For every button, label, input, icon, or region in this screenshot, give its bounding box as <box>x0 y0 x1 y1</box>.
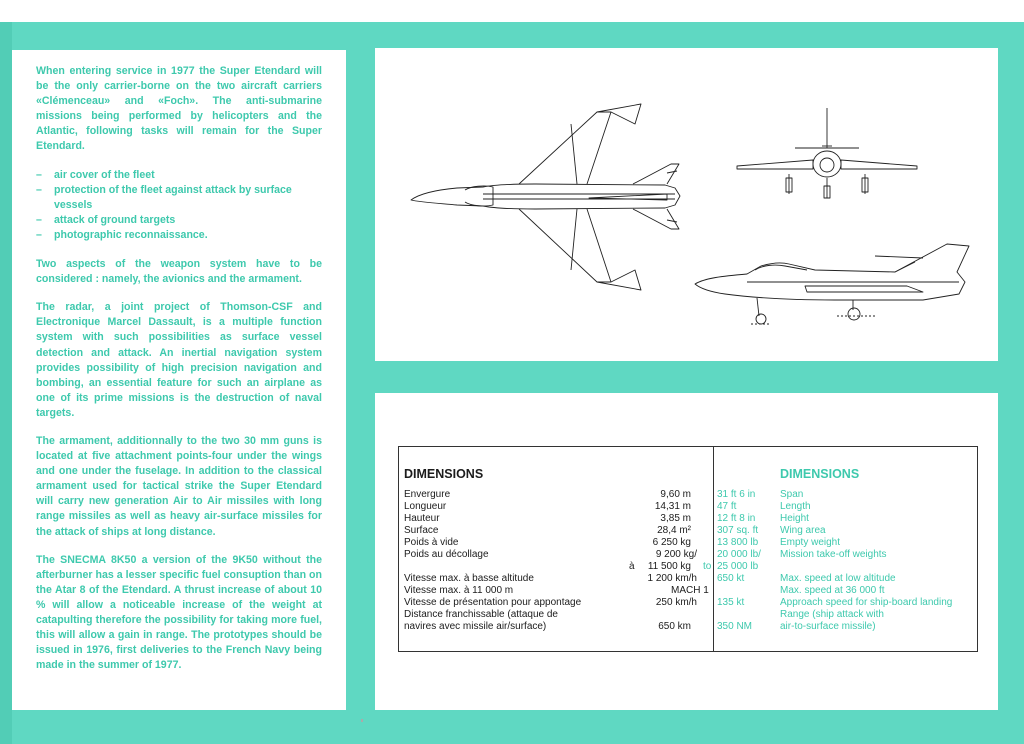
task-list <box>36 168 322 243</box>
task-item: – attack of ground targets <box>36 213 322 228</box>
fr-value-poids-decollage: 9 200 kg/ <box>655 549 697 560</box>
task-item: – air cover of the fleet <box>36 168 322 183</box>
imp-value-takeoff-max: 25 000 lb <box>717 561 759 572</box>
fr-label-poids-vide: Poids à vide <box>404 537 459 548</box>
scan-speck <box>361 719 363 722</box>
fr-value-poids-vide: 6 250 kg <box>652 537 691 548</box>
fr-value-distance: 650 km <box>658 621 691 632</box>
imp-value-span: 31 ft 6 in <box>717 489 756 500</box>
imp-value-length: 47 ft <box>717 501 737 512</box>
fr-label-envergure: Envergure <box>404 489 451 500</box>
en-label-height: Height <box>780 513 809 524</box>
dimensions-title-en: DIMENSIONS <box>780 467 860 481</box>
engine-paragraph: The SNECMA 8K50 a version of the 9K50 without the afterburner has a lesser specific fuel consuption than on the Atar 8 of the Etendard. A thrust increase of about 10 % will allow a noticeable increase of the weight at catapulting therefore the possibility for taking more fuel, this will allow a gain in range. The prototypes should be issued in 1976, first deliveries to the French Navy being made in the summer of 1977. <box>36 553 322 672</box>
imp-value-empty-weight: 13 800 lb <box>717 537 759 548</box>
fr-label-vitesse-appontage: Vitesse de présentation pour appontage <box>404 597 582 608</box>
drawing-panel <box>375 48 998 361</box>
fr-value-poids-max: 11 500 kg <box>647 561 691 572</box>
column-divider <box>713 447 714 651</box>
fr-value-envergure: 9,60 m <box>660 489 691 500</box>
en-label-span: Span <box>780 489 804 500</box>
fr-value-hauteur: 3,85 m <box>660 513 691 524</box>
page-fold <box>0 22 12 744</box>
fr-label-distance-1: Distance franchissable (attaque de <box>404 609 558 620</box>
fr-value-vitesse-appontage: 250 km/h <box>655 597 697 608</box>
fr-value-vitesse-basse: 1 200 km/h <box>647 573 697 584</box>
text-panel <box>12 50 346 710</box>
imp-value-takeoff-weight: 20 000 lb/ <box>717 549 761 560</box>
en-label-wing-area: Wing area <box>780 525 826 536</box>
en-label-range-1: Range (ship attack with <box>780 609 884 620</box>
fr-label-distance-2: navires avec missile air/surface) <box>404 621 547 632</box>
fr-label-longueur: Longueur <box>404 501 447 512</box>
task-item: – photographic reconnaissance. <box>36 228 322 243</box>
en-label-high-speed: Max. speed at 36 000 ft <box>780 585 885 596</box>
front-view-drawing <box>737 108 917 198</box>
fr-value-vitesse-11000: MACH 1 <box>671 585 709 596</box>
radar-paragraph: The radar, a joint project of Thomson-CSF and Electronique Marcel Dassault, is a multiple function system with such possibilities as surface vessel detection and attack. An inertial navigation system provides possibility of high precision navigation and bombing, an essential feature for such an airplane as one of its prime missions is the destruction of naval targets. <box>36 301 322 419</box>
fr-value-surface: 28,4 m² <box>657 525 691 536</box>
task-item: – protection of the fleet against attack by surface vessels <box>36 183 322 213</box>
aircraft-three-view <box>375 48 998 361</box>
en-label-range-2: air-to-surface missile) <box>780 621 876 632</box>
fr-label-hauteur: Hauteur <box>404 513 440 524</box>
imp-value-height: 12 ft 8 in <box>717 513 756 524</box>
en-label-length: Length <box>780 501 811 512</box>
imp-value-wing-area: 307 sq. ft <box>717 525 759 536</box>
fr-label-vitesse-basse: Vitesse max. à basse altitude <box>404 573 534 584</box>
dimensions-table <box>398 446 978 652</box>
imp-value-takeoff-to: to <box>703 561 712 572</box>
fr-label-vitesse-11000: Vitesse max. à 11 000 m <box>404 585 514 596</box>
en-label-approach-speed: Approach speed for ship-board landing <box>780 597 953 608</box>
intro-paragraph: When entering service in 1977 the Super Etendard will be the only carrier-borne on the two aircraft carriers «Clémenceau» and «Foch». The anti-submarine missions being performed by helicopters and the Atlantic, following tasks will remain for the Super Etendard. <box>36 65 322 153</box>
text-column <box>36 64 322 686</box>
fr-value-poids-a: à <box>629 561 635 572</box>
top-view-drawing <box>411 104 680 290</box>
en-label-empty-weight: Empty weight <box>780 537 841 548</box>
armament-paragraph: The armament, additionnally to the two 30 mm guns is located at five attachment points-four under the wings and one under the fuselage. In addition to the classical armament used for tactical strike the Super Etendard will carry new generation Air to Air missiles with long range missiles as well as heavy air-surface missiles for the attack of ships at long distance. <box>36 434 322 538</box>
imp-value-approach-speed: 135 kt <box>717 597 745 608</box>
en-label-takeoff-weight: Mission take-off weights <box>780 549 887 560</box>
en-label-low-speed: Max. speed at low altitude <box>780 573 896 584</box>
fr-value-longueur: 14,31 m <box>654 501 691 512</box>
fr-label-surface: Surface <box>404 525 439 536</box>
brochure-sheet <box>0 22 1024 744</box>
dimensions-title-fr: DIMENSIONS <box>404 467 484 481</box>
fr-label-poids-decollage: Poids au décollage <box>404 549 489 560</box>
imp-value-low-speed: 650 kt <box>717 573 745 584</box>
side-view-drawing <box>695 244 969 324</box>
imp-value-range: 350 NM <box>717 621 753 632</box>
weapon-system-paragraph: Two aspects of the weapon system have to be considered : namely, the avionics and the armament. <box>36 258 322 286</box>
dimensions-panel <box>375 393 998 710</box>
